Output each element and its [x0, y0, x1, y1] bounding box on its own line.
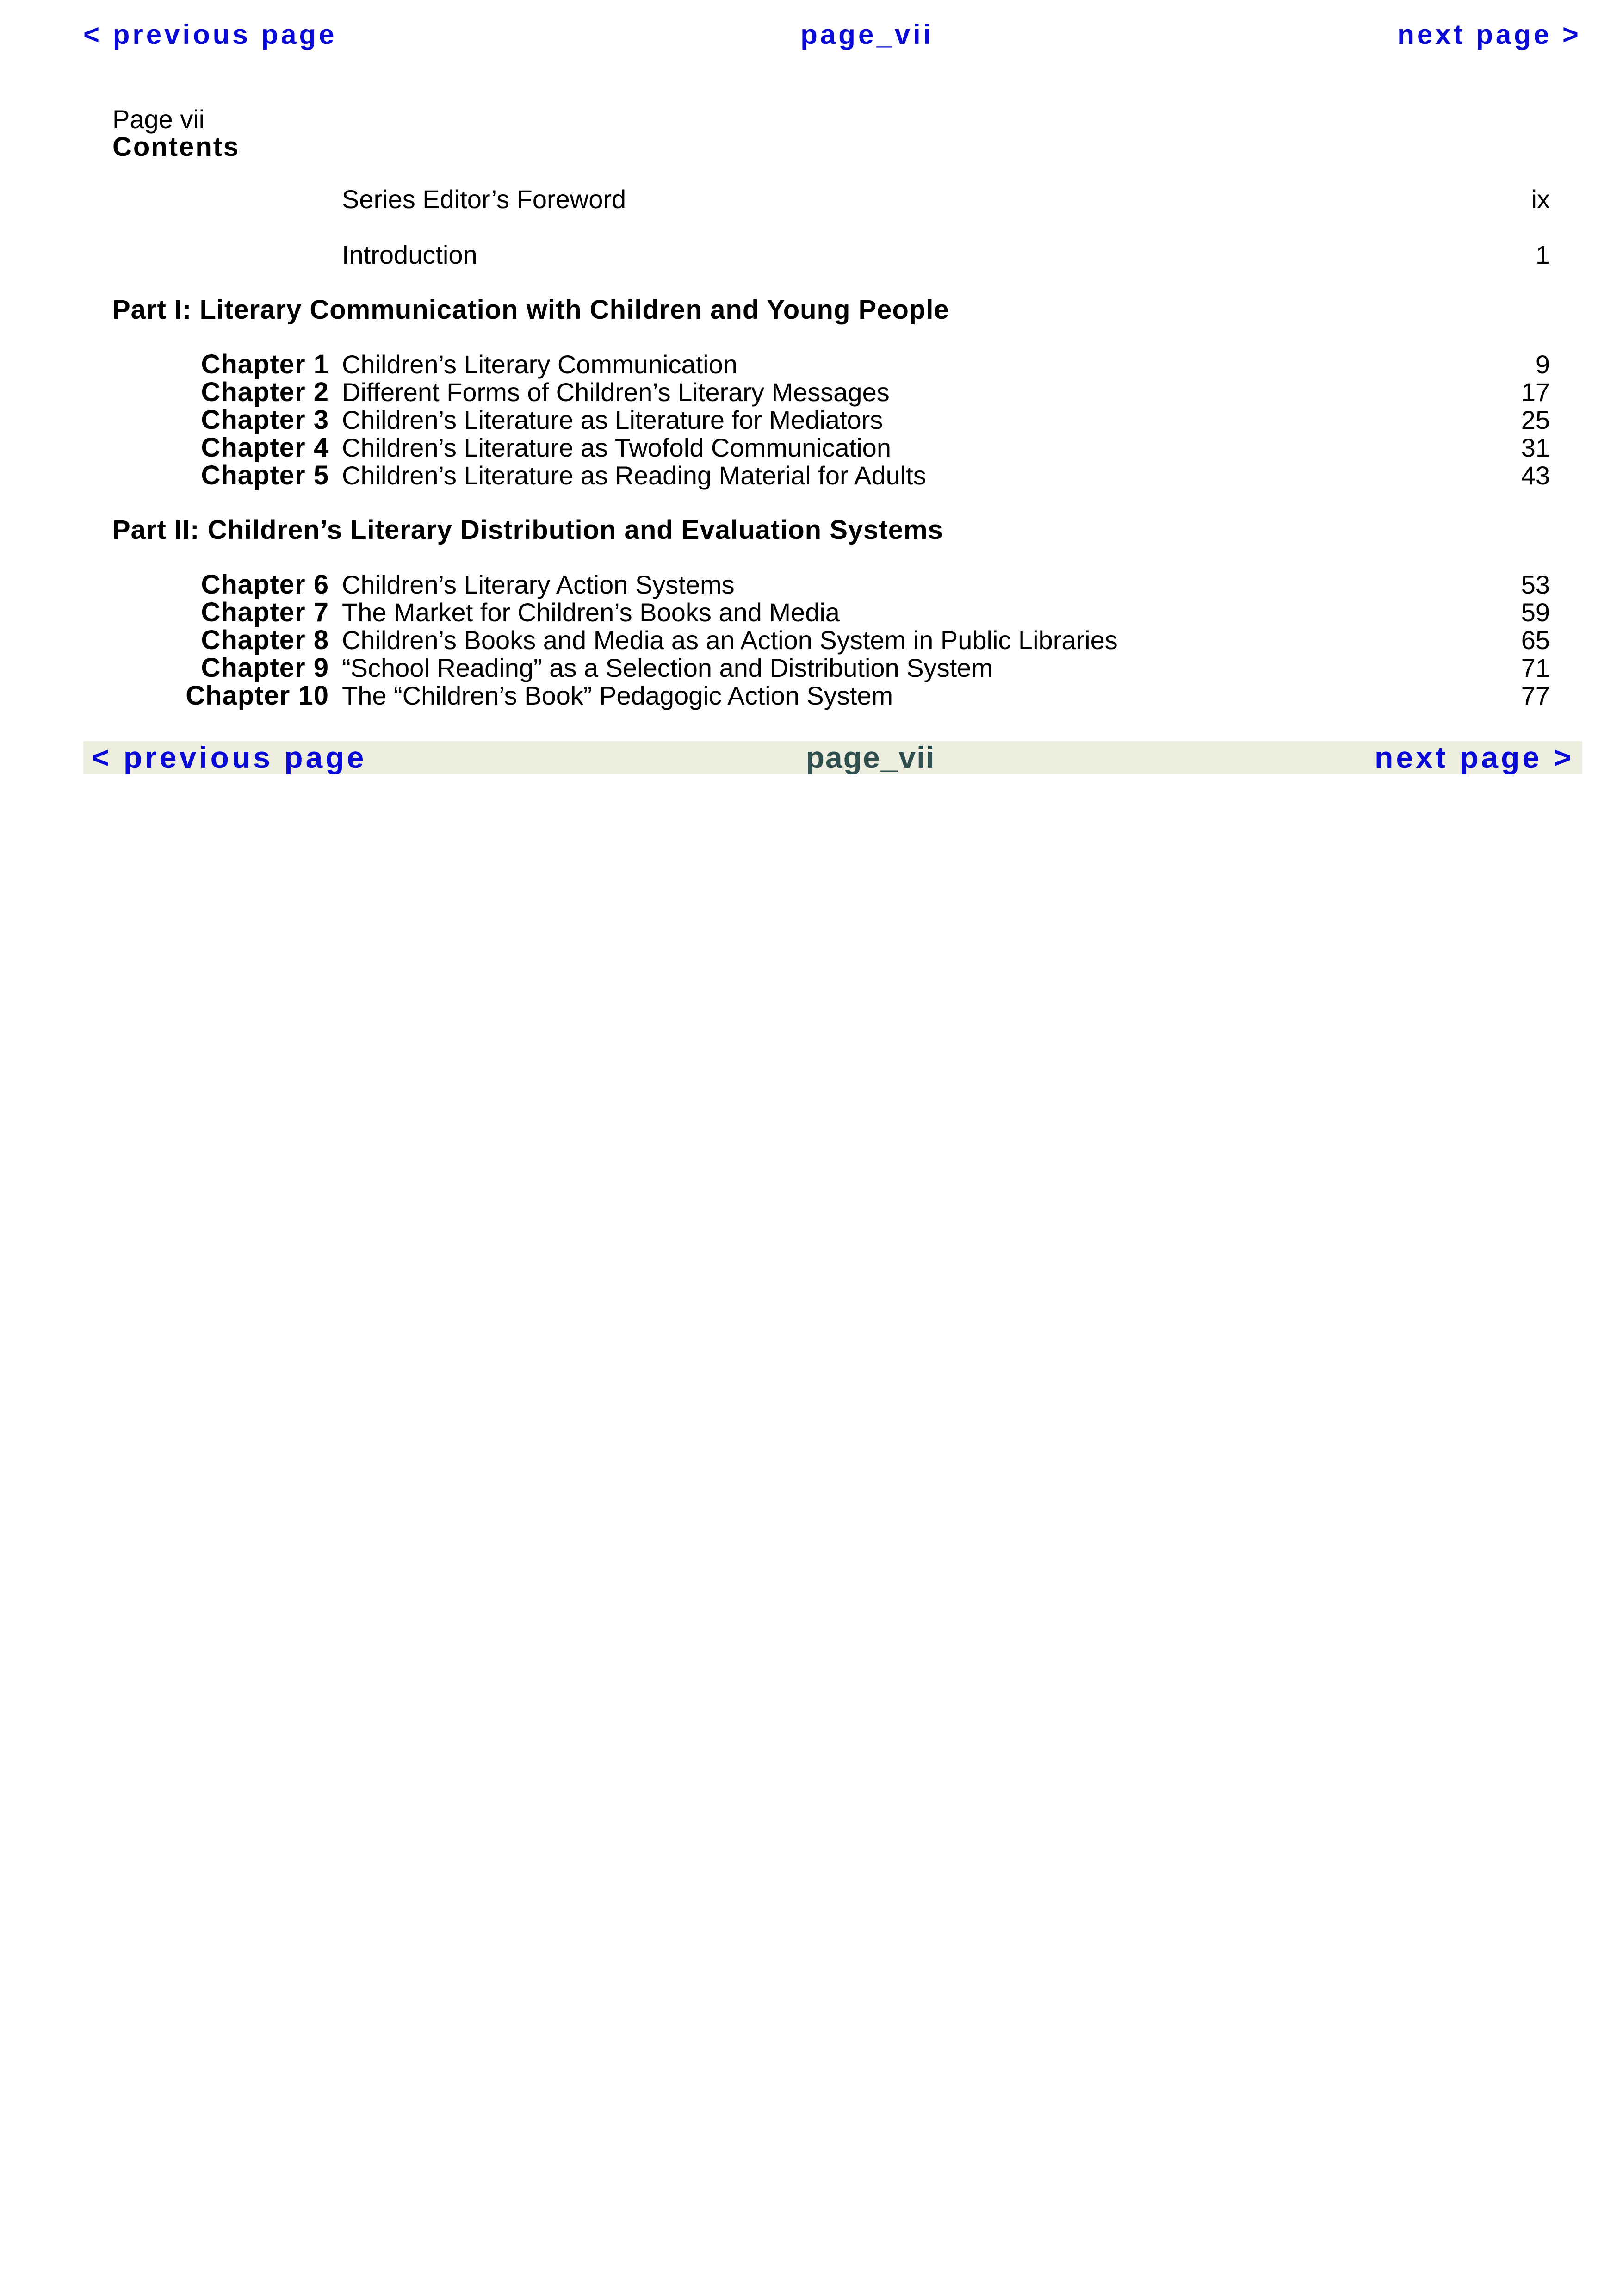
- chapter-label: Chapter 5: [201, 460, 329, 490]
- chapter-title: The “Children’s Book” Pedagogic Action System: [342, 681, 893, 710]
- next-page-link[interactable]: next page >: [1375, 740, 1574, 774]
- chapter-list: [112, 351, 1550, 489]
- part-heading: Part I: Literary Communication with Children and Young People: [112, 295, 949, 325]
- front-matter-title: Introduction: [342, 240, 477, 269]
- toc-chapter-row[interactable]: [112, 351, 1550, 378]
- chapter-label: Chapter 2: [201, 377, 329, 407]
- toc-chapter-row[interactable]: [112, 571, 1550, 599]
- chapter-page-number: 43: [1521, 461, 1550, 490]
- bottom-navigation-bar: [83, 741, 1582, 774]
- top-current-page-label: page_vii: [800, 19, 934, 50]
- chapter-page-number: 31: [1521, 433, 1550, 462]
- chapter-label: Chapter 8: [201, 625, 329, 655]
- top-previous-page-link[interactable]: < previous page: [83, 19, 337, 50]
- toc-chapter-row[interactable]: [112, 378, 1550, 406]
- top-navigation-bar-clipped: [83, 19, 1581, 73]
- front-matter-page-number: 1: [1535, 240, 1550, 269]
- front-matter-title: Series Editor’s Foreword: [342, 185, 626, 214]
- toc-chapter-row[interactable]: [112, 599, 1550, 626]
- toc-front-matter-row[interactable]: [112, 240, 1550, 267]
- toc-chapter-row[interactable]: [112, 626, 1550, 654]
- chapter-label: Chapter 10: [186, 681, 329, 711]
- chapter-page-number: 53: [1521, 570, 1550, 599]
- part-heading: Part II: Children’s Literary Distribution and Evaluation Systems: [112, 515, 943, 545]
- toc-chapter-row[interactable]: [112, 406, 1550, 434]
- chapter-title: Children’s Literature as Literature for Mediators: [342, 405, 883, 434]
- previous-page-link[interactable]: < previous page: [92, 740, 367, 774]
- toc-chapter-row[interactable]: [112, 654, 1550, 682]
- chapter-page-number: 71: [1521, 653, 1550, 682]
- chapter-title: “School Reading” as a Selection and Distribution System: [342, 653, 993, 682]
- top-next-page-link[interactable]: next page >: [1397, 19, 1581, 50]
- chapter-title: Children’s Literature as Reading Material for Adults: [342, 461, 926, 490]
- chapter-title: Children’s Literary Communication: [342, 350, 737, 379]
- front-matter-page-number: ix: [1531, 185, 1550, 214]
- chapter-title: Children’s Literary Action Systems: [342, 570, 735, 599]
- contents-title: Contents: [112, 132, 240, 162]
- chapter-label: Chapter 4: [201, 433, 329, 463]
- chapter-label: Chapter 6: [201, 569, 329, 600]
- chapter-page-number: 59: [1521, 598, 1550, 627]
- chapter-title: The Market for Children’s Books and Media: [342, 598, 840, 627]
- chapter-label: Chapter 7: [201, 597, 329, 627]
- chapter-list: [112, 571, 1550, 710]
- chapter-page-number: 77: [1521, 681, 1550, 710]
- toc-front-matter-row[interactable]: [112, 184, 1550, 212]
- table-of-contents: [112, 184, 1550, 736]
- chapter-page-number: 65: [1521, 625, 1550, 655]
- page-label: Page vii: [112, 105, 205, 134]
- chapter-title: Different Forms of Children’s Literary Messages: [342, 378, 890, 407]
- chapter-page-number: 17: [1521, 378, 1550, 407]
- chapter-label: Chapter 1: [201, 349, 329, 379]
- chapter-title: Children’s Literature as Twofold Communication: [342, 433, 891, 462]
- chapter-label: Chapter 3: [201, 405, 329, 435]
- toc-chapter-row[interactable]: [112, 682, 1550, 710]
- chapter-title: Children’s Books and Media as an Action System in Public Libraries: [342, 625, 1118, 655]
- toc-chapter-row[interactable]: [112, 462, 1550, 489]
- chapter-page-number: 9: [1535, 350, 1550, 379]
- chapter-page-number: 25: [1521, 405, 1550, 434]
- current-page-label: page_vii: [805, 740, 935, 774]
- chapter-label: Chapter 9: [201, 653, 329, 683]
- toc-chapter-row[interactable]: [112, 434, 1550, 462]
